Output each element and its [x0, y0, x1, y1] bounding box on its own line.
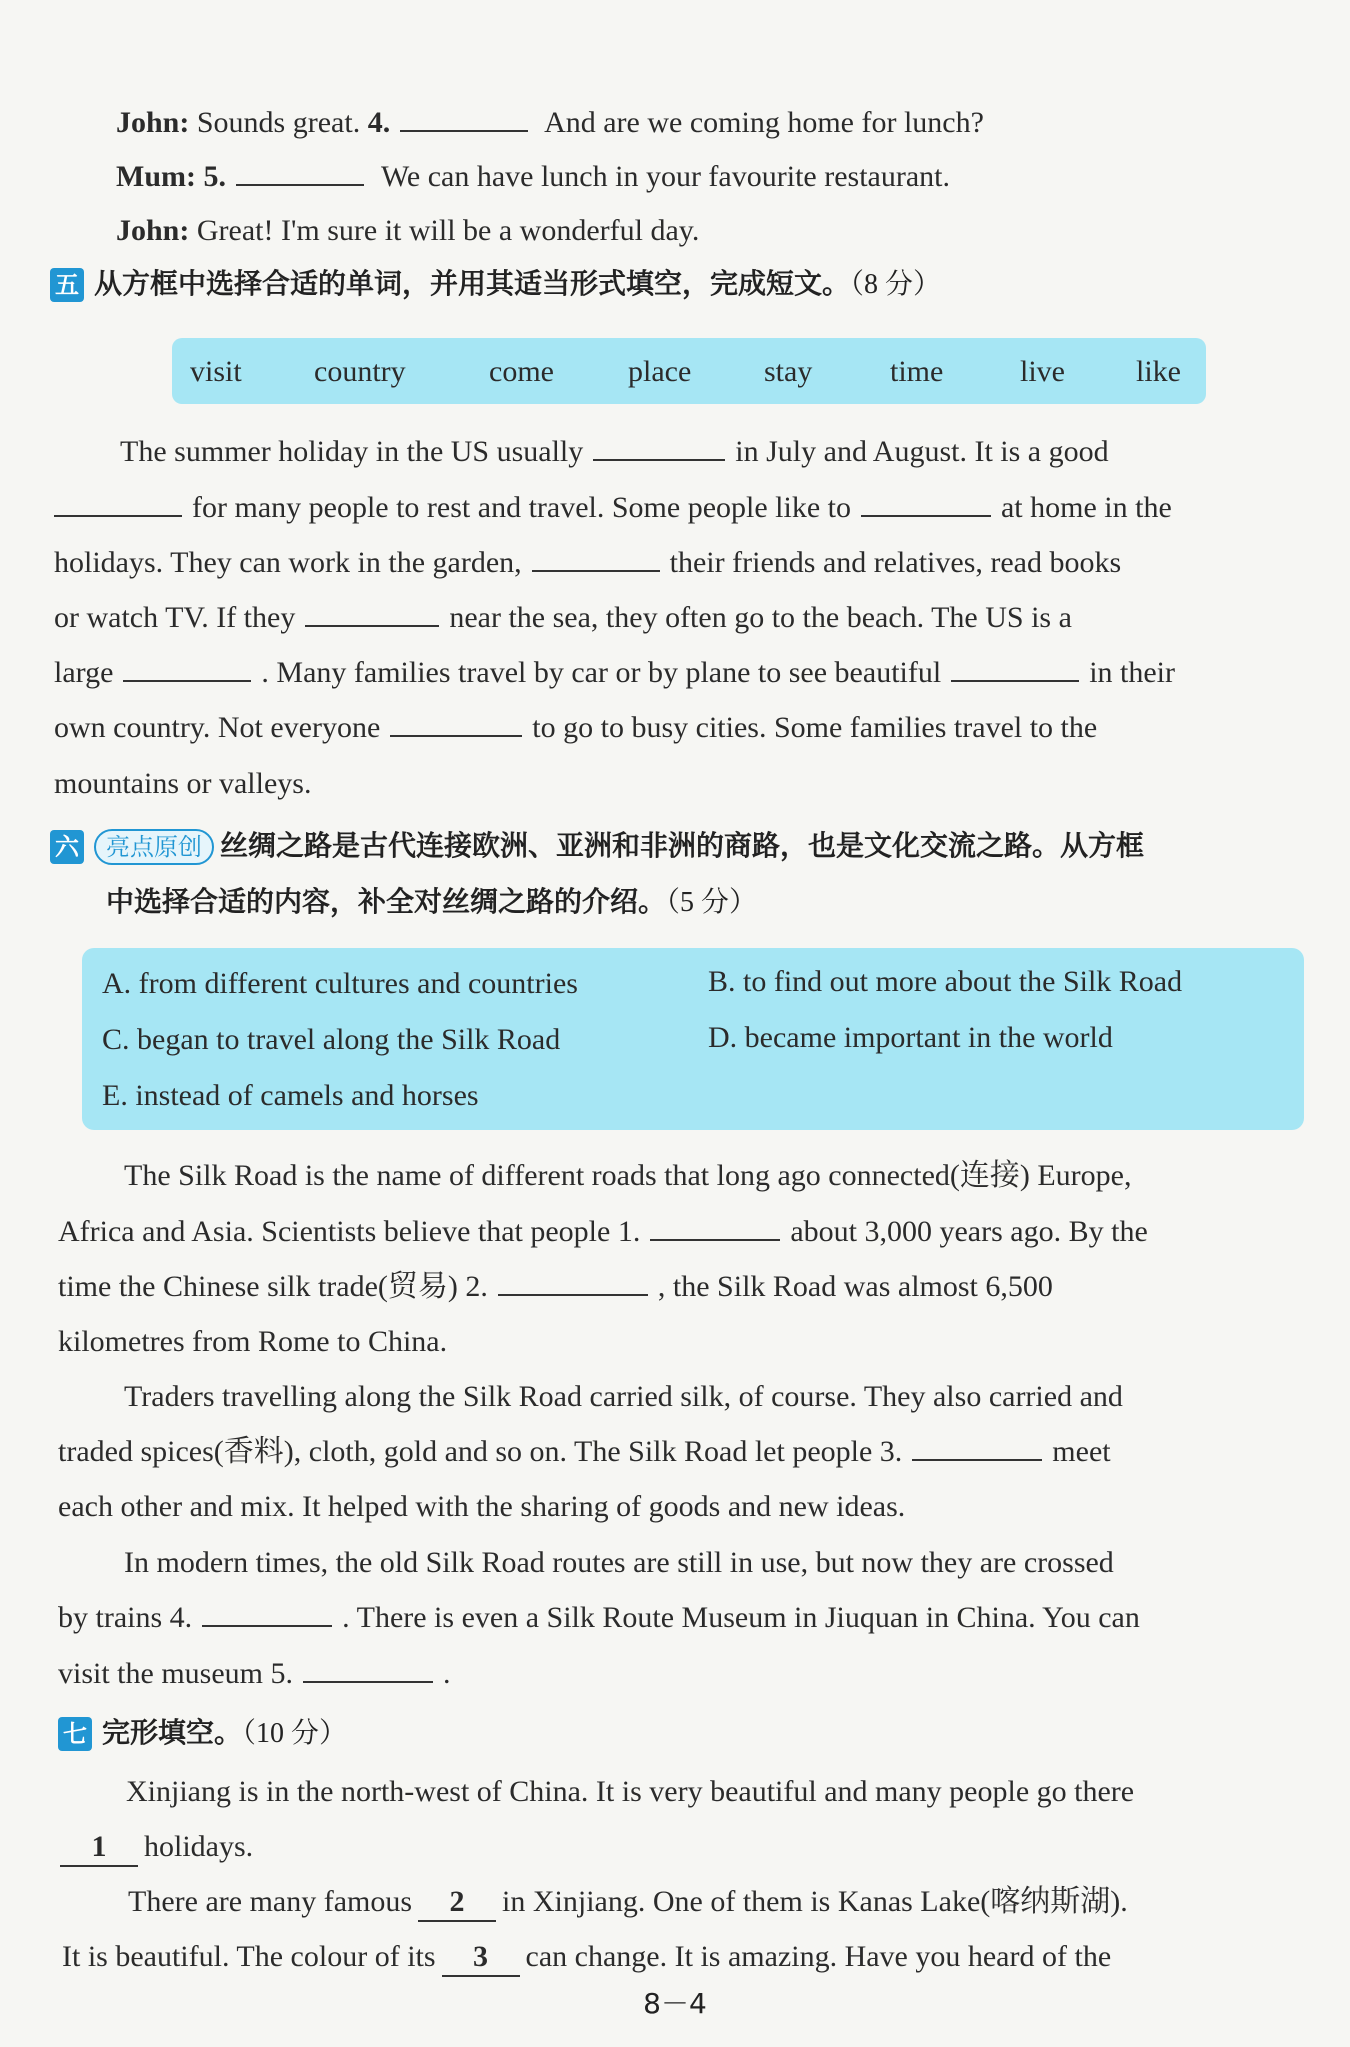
passage-line: [58, 1654, 451, 1694]
section-title: 中选择合适的内容，补全对丝绸之路的介绍。: [106, 885, 667, 918]
section-score: （8 分）: [850, 269, 942, 300]
answer-blank-1[interactable]: [650, 1213, 780, 1241]
passage-line: [58, 1598, 1140, 1638]
answer-blank[interactable]: [123, 654, 251, 682]
word-box: [172, 338, 1206, 404]
passage-text: time the Chinese silk trade(贸易) 2.: [58, 1270, 488, 1303]
speaker-sep: :: [186, 160, 196, 193]
cloze-blank-3[interactable]: 3: [442, 1939, 520, 1977]
section-title: 丝绸之路是古代连接欧洲、亚洲和非洲的商路，也是文化交流之路。从方框: [220, 829, 1145, 862]
passage-text: can change. It is amazing. Have you heard of the: [525, 1940, 1112, 1973]
passage-text: about 3,000 years ago. By the: [790, 1215, 1148, 1248]
passage-line: [58, 1212, 1148, 1252]
section-badge: 六: [50, 830, 84, 864]
passage-text: at home in the: [1000, 491, 1172, 524]
passage-text: in Xinjiang. One of them is Kanas Lake(喀纳斯湖).: [502, 1885, 1128, 1918]
speaker: Mum: [116, 160, 186, 193]
dialogue-line-3: [116, 211, 699, 251]
cloze-blank-2[interactable]: 2: [418, 1884, 496, 1922]
blank-number: 4.: [367, 106, 391, 139]
section-6-heading-line2: [106, 882, 757, 923]
passage-line: [54, 488, 1172, 528]
passage-text: , the Silk Road was almost 6,500: [657, 1270, 1053, 1303]
option-a: A. from different cultures and countries: [102, 967, 578, 1000]
section-score: （10 分）: [242, 1718, 348, 1749]
word-option: like: [1136, 355, 1181, 388]
speaker-sep: :: [179, 106, 190, 139]
dialogue-text: Sounds great.: [196, 106, 361, 139]
answer-blank[interactable]: [951, 654, 1079, 682]
answer-blank-4[interactable]: [202, 1599, 332, 1627]
word-option: live: [1020, 355, 1065, 388]
answer-blank[interactable]: [236, 158, 364, 186]
passage-text: each other and mix. It helped with the sharing of goods and new ideas.: [58, 1490, 906, 1523]
passage-text: visit the museum 5.: [58, 1657, 293, 1690]
dialogue-line-1: [116, 103, 984, 143]
section-7-heading: [58, 1713, 347, 1754]
passage-text: .: [443, 1657, 451, 1690]
word-option: time: [890, 355, 944, 388]
speaker-sep: :: [179, 214, 190, 247]
passage-text: Xinjiang is in the north-west of China. It is very beautiful and many people go there: [126, 1775, 1135, 1808]
dialogue-line-2: [116, 157, 950, 197]
answer-blank[interactable]: [305, 599, 439, 627]
answer-blank-3[interactable]: [912, 1433, 1042, 1461]
speaker: John: [116, 106, 180, 139]
answer-blank[interactable]: [532, 544, 660, 572]
word-option: visit: [190, 355, 242, 388]
passage-text: by trains 4.: [58, 1601, 193, 1634]
option-c: C. began to travel along the Silk Road: [102, 1023, 561, 1056]
passage-text: In modern times, the old Silk Road routes are still in use, but now they are crossed: [124, 1546, 1114, 1579]
section-5-heading: [50, 264, 941, 305]
passage-line: [124, 1156, 1132, 1196]
section-badge: 五: [50, 268, 84, 302]
passage-text: near the sea, they often go to the beach. The US is a: [449, 601, 1072, 634]
passage-text: . There is even a Silk Route Museum in Jiuquan in China. You can: [342, 1601, 1140, 1634]
passage-text: for many people to rest and travel. Some people like to: [192, 491, 851, 524]
passage-text: own country. Not everyone: [54, 711, 381, 744]
answer-blank[interactable]: [861, 489, 991, 517]
option-d: D. became important in the world: [708, 1021, 1113, 1054]
passage-text: traded spices(香料), cloth, gold and so on. The Silk Road let people 3.: [58, 1435, 903, 1468]
passage-text: Africa and Asia. Scientists believe that people 1.: [58, 1215, 641, 1248]
passage-line: [58, 1322, 447, 1362]
section-title: 完形填空。: [102, 1716, 243, 1749]
passage-text: The Silk Road is the name of different roads that long ago connected(连接) Europe,: [124, 1159, 1132, 1192]
passage-line: [54, 764, 311, 804]
section-badge: 七: [58, 1717, 92, 1751]
section-title: 从方框中选择合适的单词，并用其适当形式填空，完成短文。: [94, 267, 851, 300]
passage-text: or watch TV. If they: [54, 601, 296, 634]
answer-blank[interactable]: [390, 709, 522, 737]
answer-blank[interactable]: [54, 489, 182, 517]
passage-text: Traders travelling along the Silk Road carried silk, of course. They also carried and: [124, 1380, 1123, 1413]
passage-line: [54, 598, 1072, 638]
section-score: （5 分）: [666, 887, 758, 918]
dialogue-text: We can have lunch in your favourite restaurant.: [380, 160, 950, 193]
dialogue-text: Great! I'm sure it will be a wonderful day.: [196, 214, 700, 247]
passage-line: [124, 1543, 1114, 1583]
passage-text: . Many families travel by car or by plane to see beautiful: [261, 656, 942, 689]
word-option: stay: [764, 355, 813, 388]
passage-text: There are many famous: [128, 1885, 413, 1918]
original-tag: 亮点原创: [94, 829, 214, 865]
passage-line: [54, 708, 1097, 748]
passage-line: [54, 653, 1175, 693]
option-box: [82, 948, 1304, 1130]
passage-text: holidays.: [144, 1830, 254, 1863]
speaker: John: [116, 214, 180, 247]
passage-text: in July and August. It is a good: [735, 435, 1109, 468]
passage-text: It is beautiful. The colour of its: [62, 1940, 436, 1973]
answer-blank-2[interactable]: [498, 1268, 648, 1296]
passage-text: kilometres from Rome to China.: [58, 1325, 448, 1358]
passage-line: [124, 1377, 1123, 1417]
passage-text: large: [54, 656, 114, 689]
passage-text: The summer holiday in the US usually: [120, 435, 584, 468]
answer-blank-5[interactable]: [303, 1655, 433, 1683]
passage-text: in their: [1089, 656, 1175, 689]
passage-line: [54, 543, 1121, 583]
passage-line: [128, 1882, 1128, 1922]
answer-blank[interactable]: [400, 104, 528, 132]
option-b: B. to find out more about the Silk Road: [708, 965, 1183, 998]
cloze-blank-1[interactable]: 1: [60, 1829, 138, 1867]
answer-blank[interactable]: [593, 433, 725, 461]
word-option: place: [628, 355, 692, 388]
passage-line: [58, 1432, 1111, 1472]
dialogue-text: And are we coming home for lunch?: [544, 106, 984, 139]
word-option: come: [489, 355, 554, 388]
word-option: country: [314, 355, 406, 388]
passage-text: holidays. They can work in the garden,: [54, 546, 522, 579]
passage-line: [62, 1937, 1111, 1977]
passage-text: to go to busy cities. Some families travel to the: [532, 711, 1098, 744]
passage-line: [58, 1487, 905, 1527]
page-number: 8－4: [643, 1987, 707, 2020]
passage-line: [60, 1827, 253, 1867]
passage-text: their friends and relatives, read books: [669, 546, 1122, 579]
blank-number: 5.: [203, 160, 226, 193]
passage-line: [58, 1267, 1053, 1307]
passage-text: mountains or valleys.: [54, 767, 312, 800]
section-6-heading: [50, 826, 1144, 866]
passage-line: [120, 432, 1109, 472]
option-e: E. instead of camels and horses: [102, 1079, 479, 1112]
passage-line: [126, 1772, 1134, 1812]
passage-text: meet: [1052, 1435, 1111, 1468]
